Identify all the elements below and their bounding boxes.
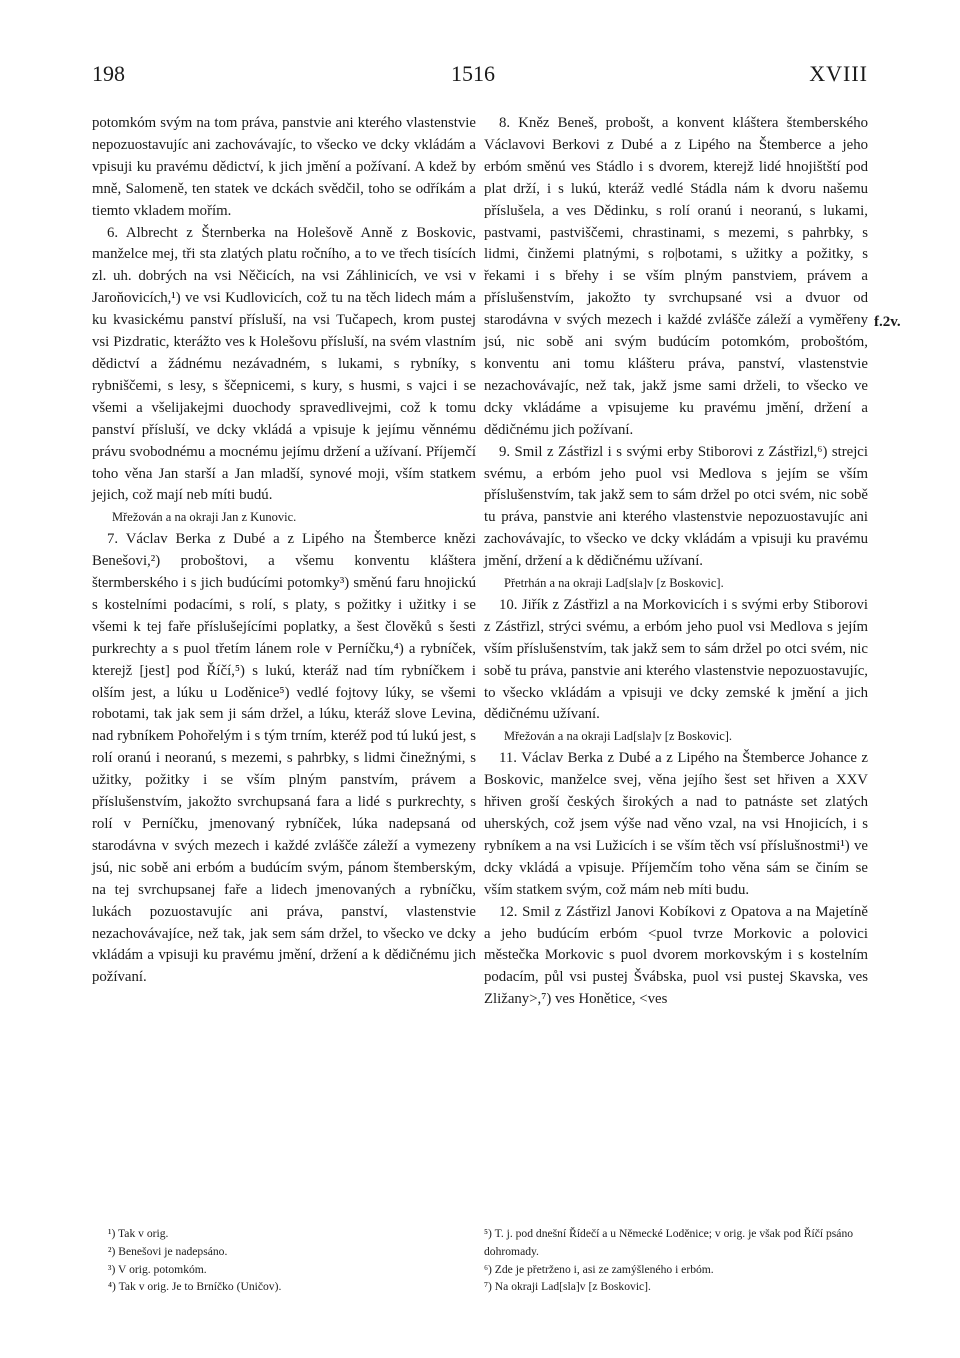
page-number-left: 198 — [92, 61, 125, 86]
folio-margin-note: f.2v. — [874, 314, 901, 330]
entry-6: 6. Albrecht z Šternberka na Holešově Anně z Boskovic, manželce mej, tři sta zlatých platu ročního, a to ve třech tisících zl. uh. dobrých na vsi Něčicích, na vsi Záhlinicích, ve vsi v Jaroňovicích,¹) ve vsi Kudlovicích, což tu na těch lidech mám a ku kvasickému panství přísluší, na vsi Tučapech, krom pustej vsi Pizdratic, kterážto ves k Holešovu přísluší, na svém vlastním dědictví a žádnému nezávadném, s lukami, s rybníky, s rybniščemi, s lesy, s ščepnicemi, s kury, s husmi, s vajci i se všemi a všelijakejmi duochody spravedlivejmi, což k tomu panství přísluší, ve dcky vkládá a vpisuje k jejímu věnnému právu svobodnému a mocnému jejímu držení a užívaní. Příjemčí toho věna Jan starší a Jan mladší, synové moji, vším statkem jejich, což mají neb míti budú. — [92, 224, 476, 504]
entry-7: 7. Václav Berka z Dubé a z Lipého na Štemberce knězi Benešovi,²) proboštovi, a všemu konventu kláštera štermberského i s jich budúcími potomky³) směnú faru hnojickú s kostelními podacími, s rolí, s platy, s požitky i užitky i se všemi k tej faře příslušejícími poplatky, a šest člověků s šesti purkrechty a s puol třetím lánem role v Perníčku,⁴) a rybníček, kterejž [jest] pod Říčí,⁵) s lukú, kteráž nad tím rybníčkem i olším jest, a lúku u Loděnice⁵) vedlé fojtovy lúky, se všemi robotami, tak jak sem ji sám držel, a lúku, kteráž slove Levina, nad rybníkem Pohořelým i s tým trním, kteréž pod tú lukú jest, s rolí oranú i neoranú, s mezemi, s pahrbky, s lidmi činežnými, s užitky, požitky i se vším plným panstvím, právem a příslušenstvím, jakožto svrchupsaná fara a lidé s purkrechty, s rolí v Perníčku, jmenovaný rybníček, lúka nadepsaná od starodávna v svých mezech i každé zvlášče záleží a vymezeny jsú, nic sobě ani erbóm a budúcím svým, pánom štemberským, na tej svrchupsanej faře a lidech jmenovaných a rybníčku, lukách pozuostavujíc ani práva, panství, vlastenstvie nezachovávajíce, než tak, jak sem sám držel, to všecko ve dcky vkládám a vpisuji ku pravému jmění, držení a k dědičnému jich požívaní. — [92, 531, 476, 986]
footnote: ³) V orig. potomkóm. — [108, 1262, 207, 1276]
footnote: ⁷) Na okraji Lad[sla]v [z Boskovic]. — [484, 1280, 651, 1294]
entry-10-note: Mřežován a na okraji Lad[sla]v [z Boskovic]. — [504, 729, 733, 744]
footnote: ⁵) T. j. pod dnešní Řídečí a u Německé Loděnice; v orig. je však pod Říčí psáno dohromady. — [484, 1227, 854, 1258]
volume-number: XVIII — [809, 61, 868, 86]
footnote: ⁴) Tak v orig. Je to Brníčko (Uničov). — [108, 1280, 282, 1294]
entry-11: 11. Václav Berka z Dubé a z Lipého na Štemberce Johance z Boskovic, manželce svej, věna jejího šest set hřiven a XXV hřiven groší českých širokých a nad to patnáste set zlatých uherských, což jsem výše nad věno vzal, na vsi Hnojicích, i s rybníkem a na vsi Lužicích i se vším těch vsí příslušnostmi¹) ve dcky vkládá a vpisuje. Příjemčím toho věna sám se činím se vším statkem svým, což mám neb míti budu. — [484, 750, 868, 898]
footnotes-left — [108, 1225, 488, 1296]
footnote: ¹) Tak v orig. — [108, 1227, 169, 1240]
entry-6-note: Mřežován a na okraji Jan z Kunovic. — [112, 510, 297, 525]
right-column — [484, 113, 868, 1011]
entry-12: 12. Smil z Zástřizl Janovi Kobíkovi z Opatova a na Majetíně a jeho budúcím erbóm <puol tvrze Morkovic a polovici městečka Morkovic s puol dvorem morkovským i s kostelním podacím, půl vsi pustej Švábska, puol vsi pustej Skavska, ves Zližany>,⁷) ves Honětice, <ves — [484, 903, 868, 1008]
footnotes-right — [484, 1225, 864, 1296]
footnote: ²) Benešovi je nadepsáno. — [108, 1244, 228, 1258]
entry-10: 10. Jiřík z Zástřizl a na Morkovicích i s svými erby Stiborovi z Zástřizl, strýci svému, a erbóm jeho puol vsi Medlova s jejím vším příslušenstvím, tak jakž sem to sám držel po otci svém, nic sobě tu práva, panstvie ani kterého vlastenstvie nepozuostavujíc, to všecko vkládám a vpisuji ve dcky zemské k jmění a jich dědičnému užívaní. — [484, 596, 868, 723]
entry-9: 9. Smil z Zástřizl i s svými erby Stiborovi z Zástřizl,⁶) strejci svému, a erbóm jeho puol vsi Medlova s jejím se vším příslušenstvím, tak jakž sem to sám držel po otci svém, nic sobě tu práva, panstvie ani kterého vlastenstvie nepozuostavujíc ani zachovávajíc, to všecko ve dcky vkládám a vpisuji ku pravému jmění, držení a k dědičnému užívaní. — [484, 443, 868, 570]
paragraph-continuation: potomkóm svým na tom práva, panstvie ani kterého vlastenstvie nepozuostavujíc ani zachovávajíc, to všecko ve dcky vkládám a vpisuji ku pravému dědictví, k jich jmění a požívaní. A kdež by mně, Salomeně, ten statek ve dckách svědčil, toho se odříkám a tiemto vkladem mořím. — [92, 115, 476, 219]
entry-9-note: Přetrhán a na okraji Lad[sla]v [z Boskovic]. — [504, 576, 724, 591]
entry-8: 8. Kněz Beneš, probošt, a konvent kláštera štemberského Václavovi Berkovi z Dubé a z Lipého na Štemberce a jeho erbóm směnú ves Stádlo i s dvorem, kterejž lidé hnojištští pod plat drží, i s lukú, kteráž vedlé Stádla nám k dvoru našemu příslušela, a ves Dědinku, s rolí oranú i neoranú, s lukami, pastvami, pastviščemi, chrastinami, s mezemi, s pahrbky, s lidmi, činžemi platnými, s ro|botami, s užitky a požitky, s řekami i s břehy i se vším plným panstviem, právem a příslušenstvím, jakožto ty svrchupsané vsi a dvuor od starodávna v svých mezech i každé zvlášče záleží a vyměřeny jsú, nic sobě ani svým budúcím potomkóm, proboštóm, konventu ani tomu klášteru práva, panství, vlastenstvie nezachovávajíc, než tak, jakž jsme sami drželi, to všecko ve dcky vkládáme a vpisujeme ku pravému jmění, držení a dědičnému jich požívaní. — [484, 115, 868, 438]
page-number-center: 1516 — [451, 61, 495, 86]
footnote: ⁶) Zde je přetrženo i, asi ze zamýšleného i erbóm. — [484, 1262, 714, 1276]
left-column — [92, 113, 476, 989]
